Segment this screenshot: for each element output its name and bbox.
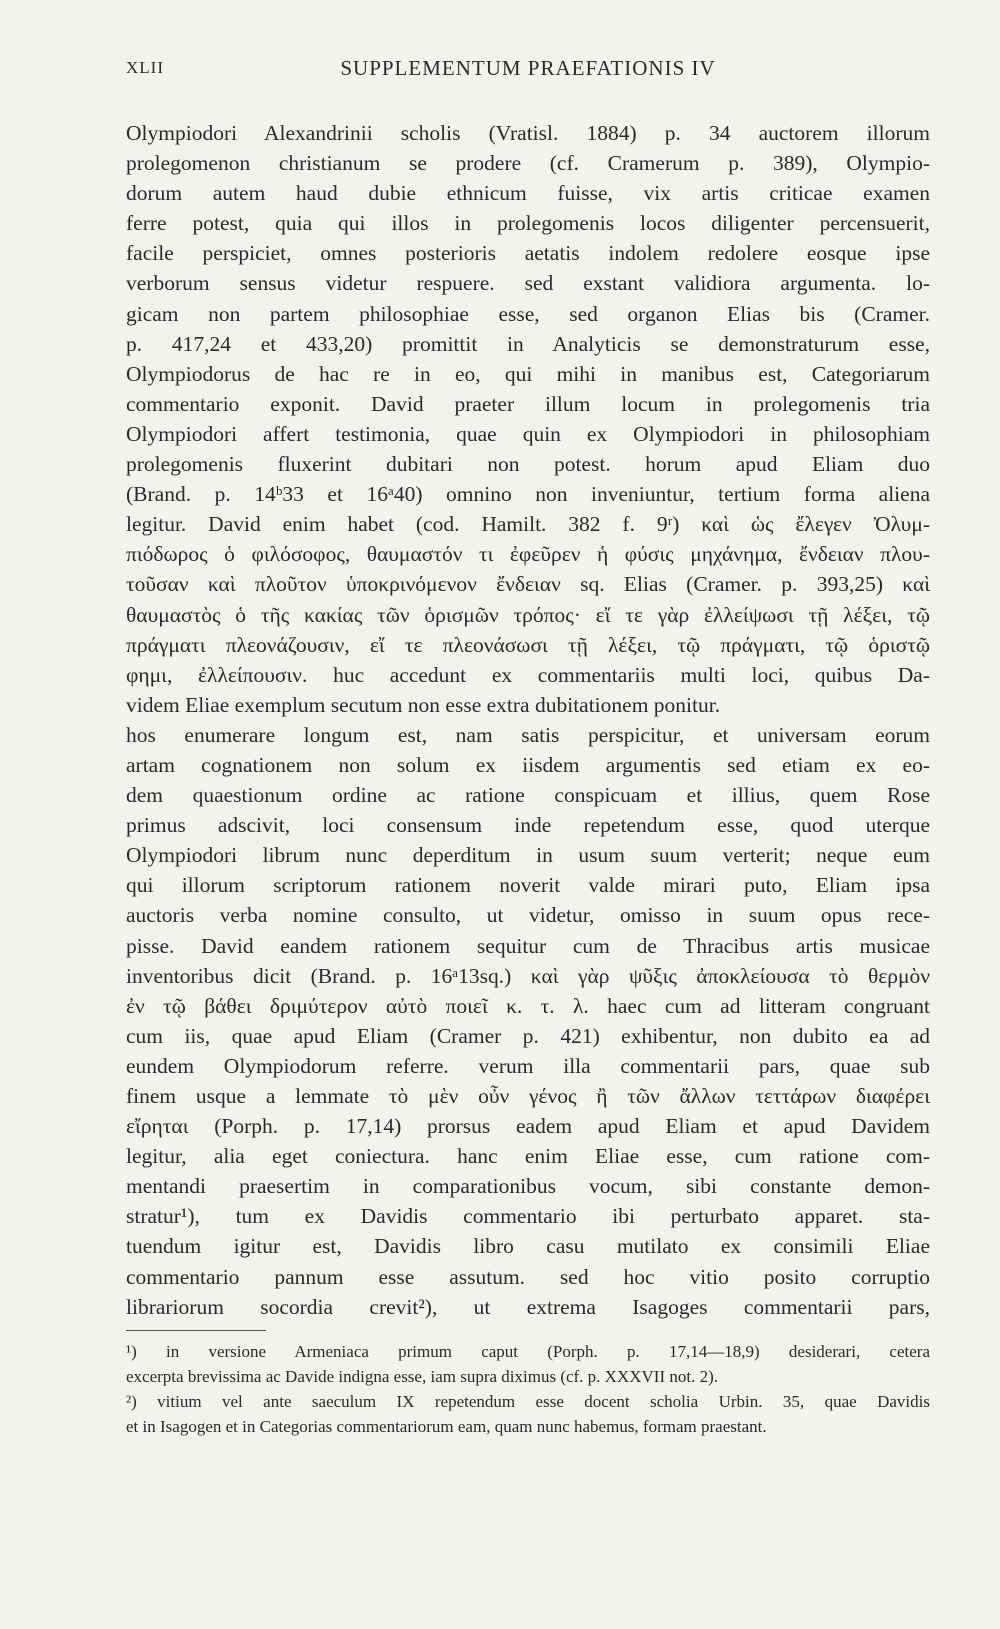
footnote-divider: [126, 1330, 266, 1331]
text-line: librariorum socordia crevit²), ut extrema Isagoges commentarii pars,: [126, 1294, 930, 1319]
text-line: hos enumerare longum est, nam satis perspicitur, et universam eorum: [126, 722, 930, 747]
running-header: [126, 52, 930, 88]
text-line: dorum autem haud dubie ethnicum fuisse, vix artis criticae examen: [126, 181, 930, 206]
footnote-line: et in Isagogen et in Categorias commentariorum eam, quam nunc habemus, formam praestant.: [126, 1416, 767, 1436]
text-line: p. 417,24 et 433,20) promittit in Analyticis se demonstraturum esse,: [126, 331, 930, 356]
text-line: stratur¹), tum ex Davidis commentario ibi perturbato apparet. sta-: [126, 1204, 930, 1229]
footnote-line: ¹) in versione Armeniaca primum caput (Porph. p. 17,14—18,9) desiderari, cetera: [126, 1341, 930, 1361]
text-line: Olympiodori affert testimonia, quae quin ex Olympiodori in philosophiam: [126, 421, 930, 446]
text-line: primus adscivit, loci consensum inde repetendum esse, quod uterque: [126, 813, 930, 838]
running-title: SUPPLEMENTUM PRAEFATIONIS IV: [340, 56, 716, 80]
text-line: πράγματι πλεονάζουσιν, εἴ τε πλεονάσωσι τῇ λέξει, τῷ πράγματι, τῷ ὁριστῷ: [126, 632, 930, 657]
text-line: eundem Olympiodorum referre. verum illa commentarii pars, quae sub: [126, 1053, 930, 1078]
text-line: prolegomenis fluxerint dubitari non potest. horum apud Eliam duo: [126, 452, 930, 477]
text-line: mentandi praesertim in comparationibus vocum, sibi constante demon-: [126, 1174, 930, 1199]
text-line: ferre potest, quia qui illos in prolegomenis locos diligenter percensuerit,: [126, 211, 930, 236]
text-line: qui illorum scriptorum rationem noverit valde mirari puto, Eliam ipsa: [126, 873, 930, 898]
text-line: Olympiodori Alexandrinii scholis (Vratisl. 1884) p. 34 auctorem illorum: [126, 121, 930, 145]
text-line: videm Eliae exemplum secutum non esse extra dubitationem ponitur.: [126, 692, 721, 717]
text-line: prolegomenon christianum se prodere (cf. Cramerum p. 389), Olympio-: [126, 151, 930, 176]
text-line: tuendum igitur est, Davidis libro casu mutilato ex consimili Eliae: [126, 1234, 930, 1259]
footnote-line: excerpta brevissima ac Davide indigna esse, iam supra diximus (cf. p. XXXVII not. 2).: [126, 1366, 718, 1386]
text-line: εἴρηται (Porph. p. 17,14) prorsus eadem apud Eliam et apud Davidem: [126, 1114, 930, 1139]
text-line: τοῦσαν καὶ πλοῦτον ὑποκρινόμενον ἔνδειαν sq. Elias (Cramer. p. 393,25) καὶ: [126, 572, 930, 597]
text-line: Olympiodori librum nunc deperditum in usum suum verterit; neque eum: [126, 843, 930, 868]
footnote-line: ²) vitium vel ante saeculum IX repetendum esse docent scholia Urbin. 35, quae Davidis: [126, 1391, 930, 1411]
text-line: ἐν τῷ βάθει δριμύτερον αὐτὸ ποιεῖ κ. τ. λ. haec cum ad litteram congruant: [126, 993, 930, 1018]
text-line: auctoris verba nomine consulto, ut videtur, omisso in suum opus rece-: [126, 903, 930, 928]
text-line: facile perspiciet, omnes posterioris aetatis indolem redolere eosque ipse: [126, 241, 930, 266]
text-line: finem usque a lemmate τὸ μὲν οὖν γένος ἢ τῶν ἄλλων τεττάρων διαφέρει: [126, 1084, 930, 1108]
text-line: verborum sensus videtur respuere. sed exstant validiora argumenta. lo-: [126, 271, 930, 296]
text-line: pisse. David eandem rationem sequitur cum de Thracibus artis musicae: [126, 933, 930, 958]
text-line: (Brand. p. 14ᵇ33 et 16ᵃ40) omnino non inveniuntur, tertium forma aliena: [126, 482, 930, 507]
text-line: cum iis, quae apud Eliam (Cramer p. 421) exhibentur, non dubito ea ad: [126, 1023, 930, 1048]
text-line: legitur. David enim habet (cod. Hamilt. 382 f. 9ʳ) καὶ ὡς ἔλεγεν Ὀλυμ-: [126, 512, 930, 537]
text-line: legitur, alia eget coniectura. hanc enim Eliae esse, cum ratione com-: [126, 1144, 930, 1169]
text-line: πιόδωρος ὁ φιλόσοφος, θαυμαστόν τι ἐφεῦρεν ἡ φύσις μηχάνημα, ἔνδειαν πλου-: [126, 542, 930, 567]
text-line: artam cognationem non solum ex iisdem argumentis sed etiam ex eo-: [126, 752, 930, 777]
text-line: inventoribus dicit (Brand. p. 16ᵃ13sq.) καὶ γὰρ ψῦξις ἀποκλείουσα τὸ θερμὸν: [126, 963, 930, 988]
text-line: gicam non partem philosophiae esse, sed organon Elias bis (Cramer.: [126, 301, 930, 326]
text-line: commentario exponit. David praeter illum locum in prolegomenis tria: [126, 391, 930, 416]
page-number: XLII: [126, 58, 164, 77]
body-text: [126, 118, 930, 1322]
text-line: Olympiodorus de hac re in eo, qui mihi in manibus est, Categoriarum: [126, 361, 930, 386]
footnotes: [126, 1339, 930, 1439]
text-line: commentario pannum esse assutum. sed hoc vitio posito corruptio: [126, 1264, 930, 1289]
text-line: dem quaestionum ordine ac ratione conspicuam et illius, quem Rose: [126, 783, 930, 808]
text-line: θαυμαστὸς ὁ τῆς κακίας τῶν ὁρισμῶν τρόπος· εἴ τε γὰρ ἐλλείψωσι τῇ λέξει, τῷ: [126, 602, 930, 627]
text-line: φημι, ἐλλείπουσιν. huc accedunt ex commentariis multi loci, quibus Da-: [126, 662, 930, 687]
